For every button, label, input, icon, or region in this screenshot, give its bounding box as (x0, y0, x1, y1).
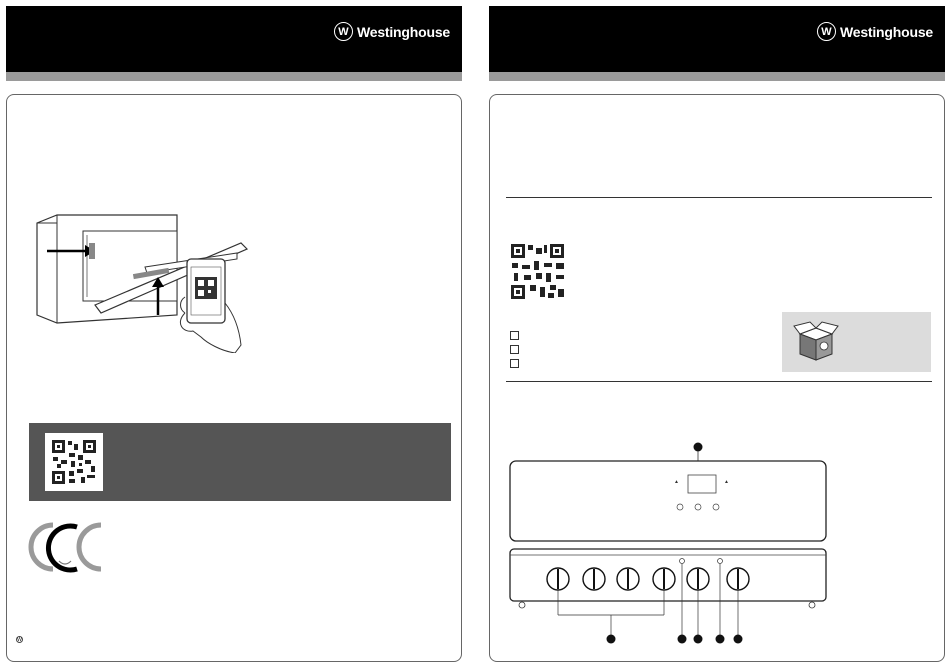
cooktop-control-panel-diagram (504, 439, 844, 654)
right-header-stripe (489, 72, 945, 81)
right-header-bar (489, 6, 945, 72)
svg-text:▲: ▲ (674, 479, 679, 485)
right-brand-name: Westinghouse (839, 23, 933, 40)
small-brand-logo-icon: W (17, 636, 22, 643)
svg-text:▲: ▲ (724, 479, 729, 485)
qr-code-icon (45, 433, 103, 491)
qr-info-band (29, 423, 451, 501)
westinghouse-logo-icon: W (817, 22, 836, 41)
checklist-checkbox-1[interactable] (510, 331, 519, 340)
right-content-panel (489, 94, 945, 662)
westinghouse-logo-icon: W (334, 22, 353, 41)
right-brand-logo (817, 22, 933, 41)
left-header-bar (6, 6, 462, 72)
qr-code-icon (510, 243, 566, 301)
checklist-checkbox-2[interactable] (510, 345, 519, 354)
left-brand-name: Westinghouse (356, 23, 450, 40)
section-divider-bottom (506, 381, 932, 382)
left-header-stripe (6, 72, 462, 81)
section-divider-top (506, 197, 932, 198)
left-brand-logo (334, 22, 450, 41)
oven-qr-scan-illustration (25, 203, 255, 353)
open-box-icon (792, 320, 840, 364)
left-content-panel (6, 94, 462, 662)
ccc-certification-icon (25, 521, 117, 573)
package-contents-panel (782, 312, 931, 372)
checklist-checkbox-3[interactable] (510, 359, 519, 368)
